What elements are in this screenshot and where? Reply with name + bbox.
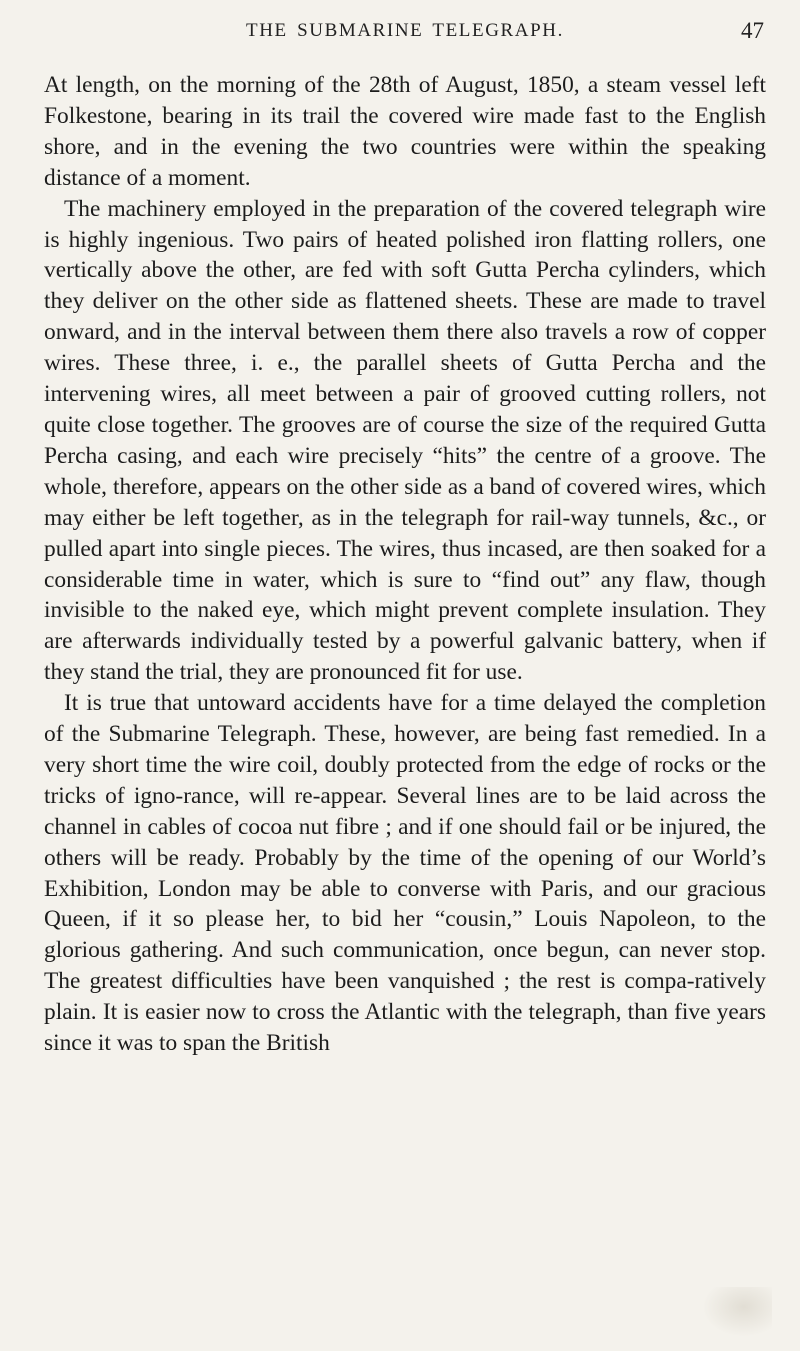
running-head bbox=[44, 12, 766, 62]
paragraph-2: The machinery employed in the preparation of the covered telegraph wire is highly ingenious. Two pairs of heated polished iron flatting rollers, one vertically above the other, are fed with soft Gutta Percha cylinders, which they deliver on the other side as flattened sheets. These are made to travel onward, and in the interval between them there also travels a row of copper wires. These three, i. e., the parallel sheets of Gutta Percha and the intervening wires, all meet between a pair of grooved cutting rollers, not quite close together. The grooves are of course the size of the required Gutta Percha casing, and each wire precisely “hits” the centre of a groove. The whole, therefore, appears on the other side as a band of covered wires, which may either be left together, as in the telegraph for rail-way tunnels, &c., or pulled apart into single pieces. The wires, thus incased, are then soaked for a considerable time in water, which is sure to “find out” any flaw, though invisible to the naked eye, which might prevent complete insulation. They are afterwards individually tested by a powerful galvanic battery, when if they stand the trial, they are pronounced fit for use. bbox=[44, 195, 766, 686]
body-text bbox=[44, 70, 766, 1059]
paragraph-3: It is true that untoward accidents have for a time delayed the completion of the Submarine Telegraph. These, however, are being fast remedied. In a very short time the wire coil, doubly protected from the edge of rocks or the tricks of igno-rance, will re-appear. Several lines are to be laid across the channel in cables of cocoa nut fibre ; and if one should fail or be injured, the others will be ready. Probably by the time of the opening of our World’s Exhibition, London may be able to converse with Paris, and our gracious Queen, if it so please her, to bid her “cousin,” Louis Napoleon, to the glorious gathering. And such communication, once begun, can never stop. The greatest difficulties have been vanquished ; the rest is compa-ratively plain. It is easier now to cross the Atlantic with the telegraph, than five years since it was to span the British bbox=[44, 690, 766, 1057]
running-title: THE SUBMARINE TELEGRAPH. bbox=[246, 20, 564, 41]
page-number: 47 bbox=[741, 18, 764, 43]
paragraph-1: At length, on the morning of the 28th of August, 1850, a steam vessel left Folkestone, bearing in its trail the covered wire made fast to the English shore, and in the evening the two countries were within the speaking distance of a moment. bbox=[44, 72, 766, 191]
paper-smudge bbox=[702, 1287, 772, 1337]
